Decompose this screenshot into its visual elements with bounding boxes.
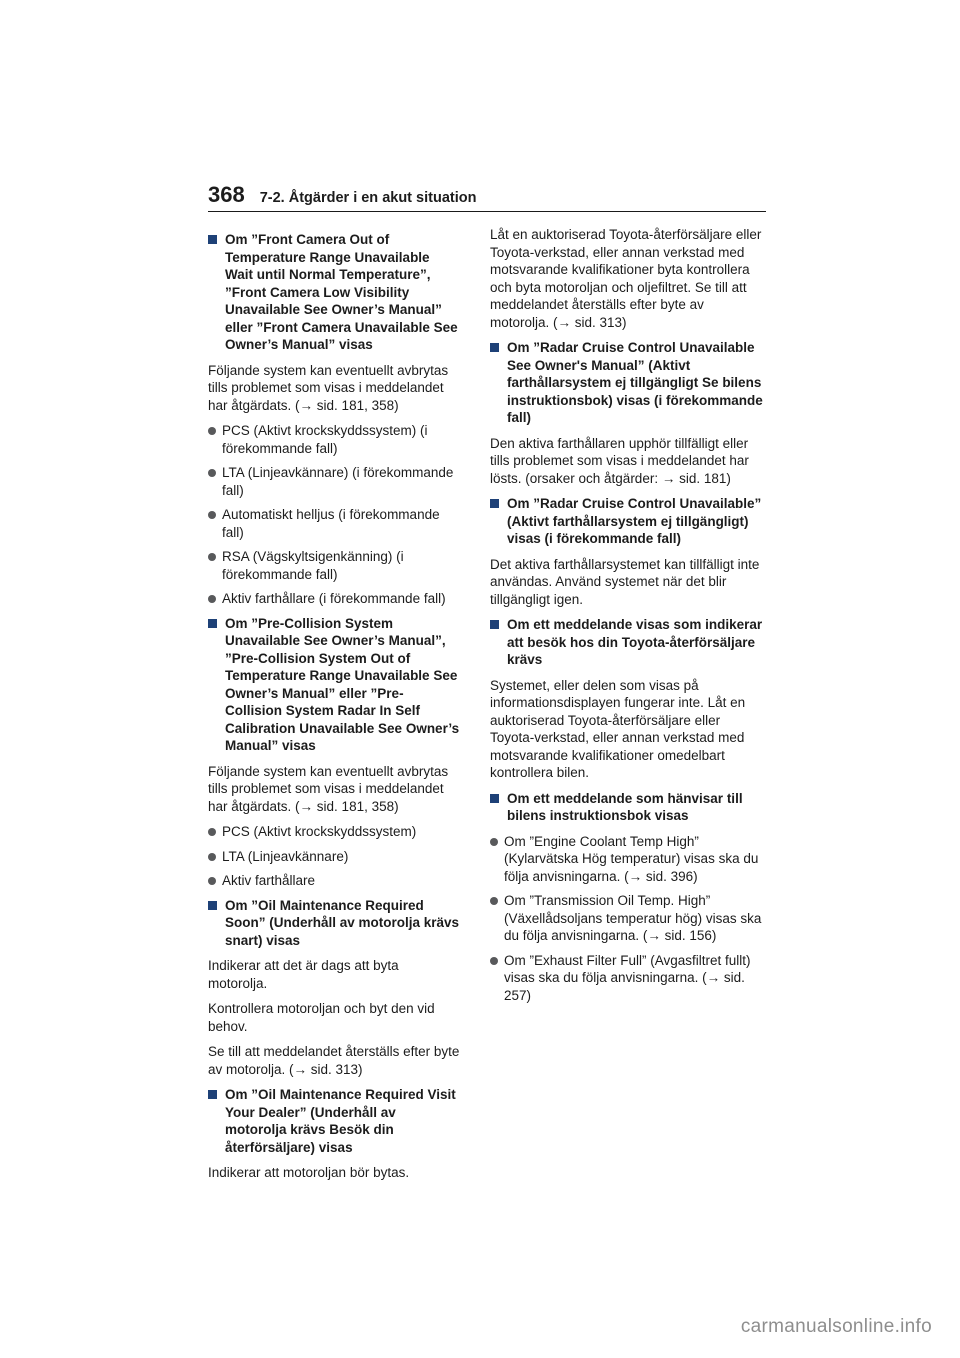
- bullet-item: [208, 872, 460, 890]
- circle-bullet-icon: [208, 595, 216, 603]
- paragraph: [208, 362, 460, 415]
- section-title: 7-2. Åtgärder i en akut situation: [259, 190, 477, 206]
- paragraph: [208, 1164, 460, 1182]
- circle-bullet-icon: [208, 877, 216, 885]
- heading-text: Om ”Front Camera Out of Temperature Range Unavailable Wait until Normal Temperature”, ”Front Camera Low Visibility Unavailable See Owner’s Manual” eller ”Front Camera Unavailable See Owner’s Manual” visas: [225, 232, 458, 352]
- square-bullet-icon: [208, 1090, 217, 1099]
- bullet-item: [208, 422, 460, 457]
- section-heading: [490, 616, 766, 669]
- bullet-item: [208, 590, 460, 608]
- body-text: Indikerar att motoroljan bör bytas.: [208, 1165, 410, 1180]
- body-text: LTA (Linjeavkännare): [222, 848, 349, 864]
- section-heading: [208, 615, 460, 755]
- body-text: Följande system kan eventuellt avbrytas tills problemet som visas i meddelandet har åtgärdats. (→ sid. 181, 358): [208, 763, 449, 814]
- square-bullet-icon: [490, 499, 499, 508]
- right-column: [490, 226, 766, 1190]
- bullet-item: [208, 848, 460, 866]
- body-text: Den aktiva farthållaren upphör tillfälligt eller tills problemet som visas i meddelandet har lösts. (orsaker och åtgärder: → sid. 181): [490, 435, 749, 486]
- bullet-item: [208, 506, 460, 541]
- square-bullet-icon: [490, 794, 499, 803]
- bullet-item: [208, 823, 460, 841]
- body-text: Låt en auktoriserad Toyota-återförsäljare eller Toyota-verkstad, eller annan verkstad med motsvarande kvalifikationer byta kontrollera och byta motoroljan och oljefiltret. Se till att meddelandet återställs efter byte av motorolja. (→ sid. 313): [490, 227, 762, 330]
- heading-text: Om ”Pre-Collision System Unavailable See Owner’s Manual”, ”Pre-Collision System Out of Temperature Range Unavailable See Owner’s Manual” eller ”Pre-Collision System Radar In Self Calibration Unavailable See Owner’s Manual” visas: [225, 615, 460, 753]
- watermark: carmanualsonline.info: [740, 1316, 932, 1337]
- circle-bullet-icon: [490, 957, 498, 965]
- body-text: Om ”Exhaust Filter Full” (Avgasfiltret fullt) visas ska du följa anvisningarna. (→ sid. 257): [504, 952, 751, 1003]
- square-bullet-icon: [208, 901, 217, 910]
- circle-bullet-icon: [208, 511, 216, 519]
- circle-bullet-icon: [208, 469, 216, 477]
- section-heading: [208, 897, 460, 950]
- heading-text: Om ”Oil Maintenance Required Soon” (Underhåll av motorolja krävs snart) visas: [225, 897, 460, 948]
- paragraph: [490, 435, 766, 488]
- section-heading: [490, 339, 766, 427]
- paragraph: [208, 1000, 460, 1035]
- paragraph: [208, 957, 460, 992]
- circle-bullet-icon: [208, 553, 216, 561]
- body-text: PCS (Aktivt krockskyddssystem): [222, 824, 417, 839]
- page-number: 368: [208, 182, 245, 207]
- paragraph: [208, 1043, 460, 1078]
- paragraph: [208, 763, 460, 816]
- bullet-item: [208, 464, 460, 499]
- body-text: Automatiskt helljus (i förekommande fall): [222, 507, 440, 540]
- body-text: Kontrollera motoroljan och byt den vid behov.: [208, 1001, 435, 1034]
- bullet-item: [490, 892, 766, 945]
- body-text: Det aktiva farthållarsystemet kan tillfälligt inte användas. Använd systemet när det blir tillgängligt igen.: [490, 556, 760, 607]
- square-bullet-icon: [490, 343, 499, 352]
- body-text: LTA (Linjeavkännare) (i förekommande fall): [222, 465, 454, 498]
- bullet-item: [490, 833, 766, 886]
- body-text: Indikerar att det är dags att byta motorolja.: [208, 958, 399, 991]
- heading-text: Om ”Radar Cruise Control Unavailable” (Aktivt farthållarsystem ej tillgängligt) visas (i förekommande fall): [507, 496, 762, 546]
- body-text: PCS (Aktivt krockskyddssystem) (i förekommande fall): [222, 423, 428, 456]
- section-heading: [490, 495, 766, 548]
- heading-text: Om ”Radar Cruise Control Unavailable See Owner's Manual” (Aktivt farthållarsystem ej tillgängligt Se bilens instruktionsbok) visas (i förekommande fall): [507, 340, 763, 425]
- body-text: Följande system kan eventuellt avbrytas tills problemet som visas i meddelandet har åtgärdats. (→ sid. 181, 358): [208, 362, 449, 413]
- paragraph: [490, 677, 766, 782]
- body-text: RSA (Vägskyltsigenkänning) (i förekommande fall): [222, 549, 404, 582]
- body-text: Systemet, eller delen som visas på informationsdisplayen fungerar inte. Låt en auktoriserad Toyota-återförsäljare eller Toyota-verkstad, eller annan verkstad med motsvarande kvalifikationer omedelbart kontrollera bilen.: [490, 677, 746, 780]
- content-columns: [208, 226, 766, 1190]
- manual-page: [208, 184, 766, 1190]
- circle-bullet-icon: [208, 853, 216, 861]
- body-text: Om ”Engine Coolant Temp High” (Kylarvätska Hög temperatur) visas ska du följa anvisningarna. (→ sid. 396): [504, 833, 759, 884]
- circle-bullet-icon: [490, 838, 498, 846]
- square-bullet-icon: [490, 620, 499, 629]
- page-header: [208, 184, 766, 212]
- heading-text: Om ett meddelande visas som indikerar att besök hos din Toyota-återförsäljare krävs: [507, 617, 763, 667]
- section-heading: [490, 790, 766, 825]
- paragraph: [490, 556, 766, 609]
- body-text: Aktiv farthållare (i förekommande fall): [222, 591, 446, 606]
- heading-text: Om ”Oil Maintenance Required Visit Your Dealer” (Underhåll av motorolja krävs Besök din återförsäljare) visas: [225, 1087, 456, 1155]
- left-column: [208, 226, 460, 1190]
- heading-text: Om ett meddelande som hänvisar till bilens instruktionsbok visas: [507, 790, 743, 823]
- bullet-item: [208, 548, 460, 583]
- circle-bullet-icon: [208, 828, 216, 836]
- body-text: Aktiv farthållare: [222, 873, 316, 888]
- square-bullet-icon: [208, 235, 217, 244]
- section-heading: [208, 231, 460, 354]
- paragraph: [490, 226, 766, 331]
- circle-bullet-icon: [490, 897, 498, 905]
- circle-bullet-icon: [208, 427, 216, 435]
- body-text: Om ”Transmission Oil Temp. High” (Växellådsoljans temperatur hög) visas ska du följa anvisningarna. (→ sid. 156): [504, 893, 762, 943]
- bullet-item: [490, 952, 766, 1005]
- square-bullet-icon: [208, 619, 217, 628]
- body-text: Se till att meddelandet återställs efter byte av motorolja. (→ sid. 313): [208, 1044, 460, 1077]
- section-heading: [208, 1086, 460, 1156]
